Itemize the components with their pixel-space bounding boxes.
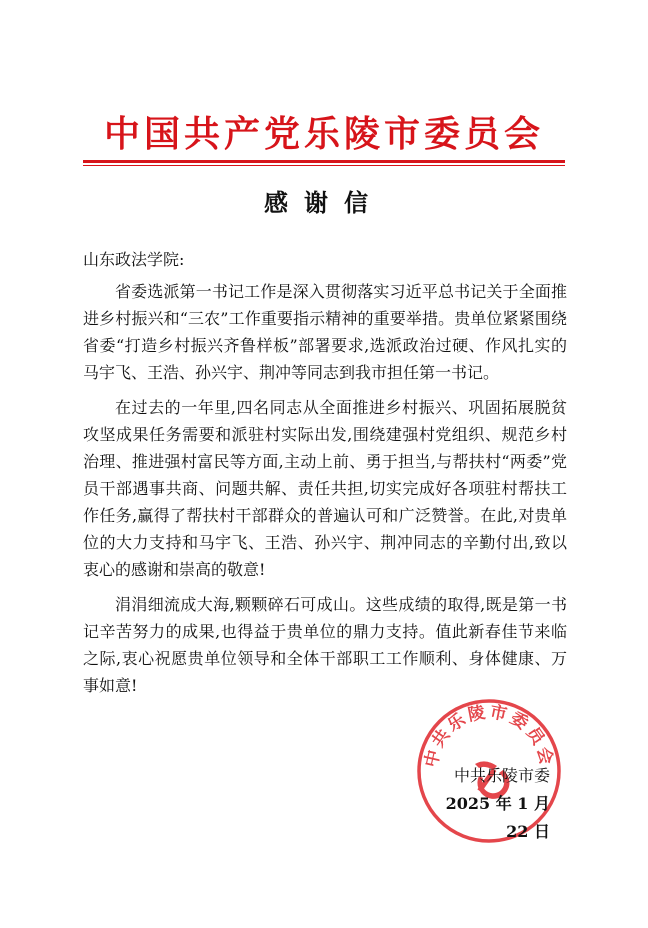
- letter-body: [83, 246, 567, 707]
- letterhead-red-rule-thin: [83, 165, 565, 166]
- paragraph-1: 省委选派第一书记工作是深入贯彻落实习近平总书记关于全面推进乡村振兴和“三农”工作重要指示精神的重要举措。贵单位紧紧围绕省委“打造乡村振兴齐鲁样板”部署要求,选派政治过硬、作风扎实的马宇飞、王浩、孙兴宇、荆冲等同志到我市担任第一书记。: [83, 282, 567, 382]
- salutation: 山东政法学院:: [83, 250, 185, 269]
- svg-text:中共乐陵市委员会: 中共乐陵市委员会: [421, 702, 557, 770]
- letterhead-title: 中国共产党乐陵市委员会: [103, 113, 544, 155]
- paragraph-3: 涓涓细流成大海,颗颗碎石可成山。这些成绩的取得,既是第一书记辛苦努力的成果,也得益于贵单位的鼎力支持。值此新春佳节来临之际,衷心祝愿贵单位领导和全体干部职工工作顺利、身体健康、万事如意!: [83, 595, 567, 695]
- signature-date: 2025 年 1 月 22 日: [445, 794, 550, 841]
- signature-organization: 中共乐陵市委: [453, 766, 550, 785]
- letterhead-red-rule: [83, 160, 565, 163]
- signature-block: [420, 762, 550, 846]
- paragraph-2: 在过去的一年里,四名同志从全面推进乡村振兴、巩固拓展脱贫攻坚成果任务需要和派驻村实际出发,围绕建强村党组织、规范乡村治理、推进强村富民等方面,主动上前、勇于担当,与帮扶村“两委”党员干部遇事共商、问题共解、责任共担,切实完成好各项驻村帮扶工作任务,赢得了帮扶村干部群众的普遍认可和广泛赞誉。在此,对贵单位的大力支持和马宇飞、王浩、孙兴宇、荆冲同志的辛勤付出,致以衷心的感谢和崇高的敬意!: [83, 398, 567, 579]
- letter-title: 感谢信: [264, 188, 384, 217]
